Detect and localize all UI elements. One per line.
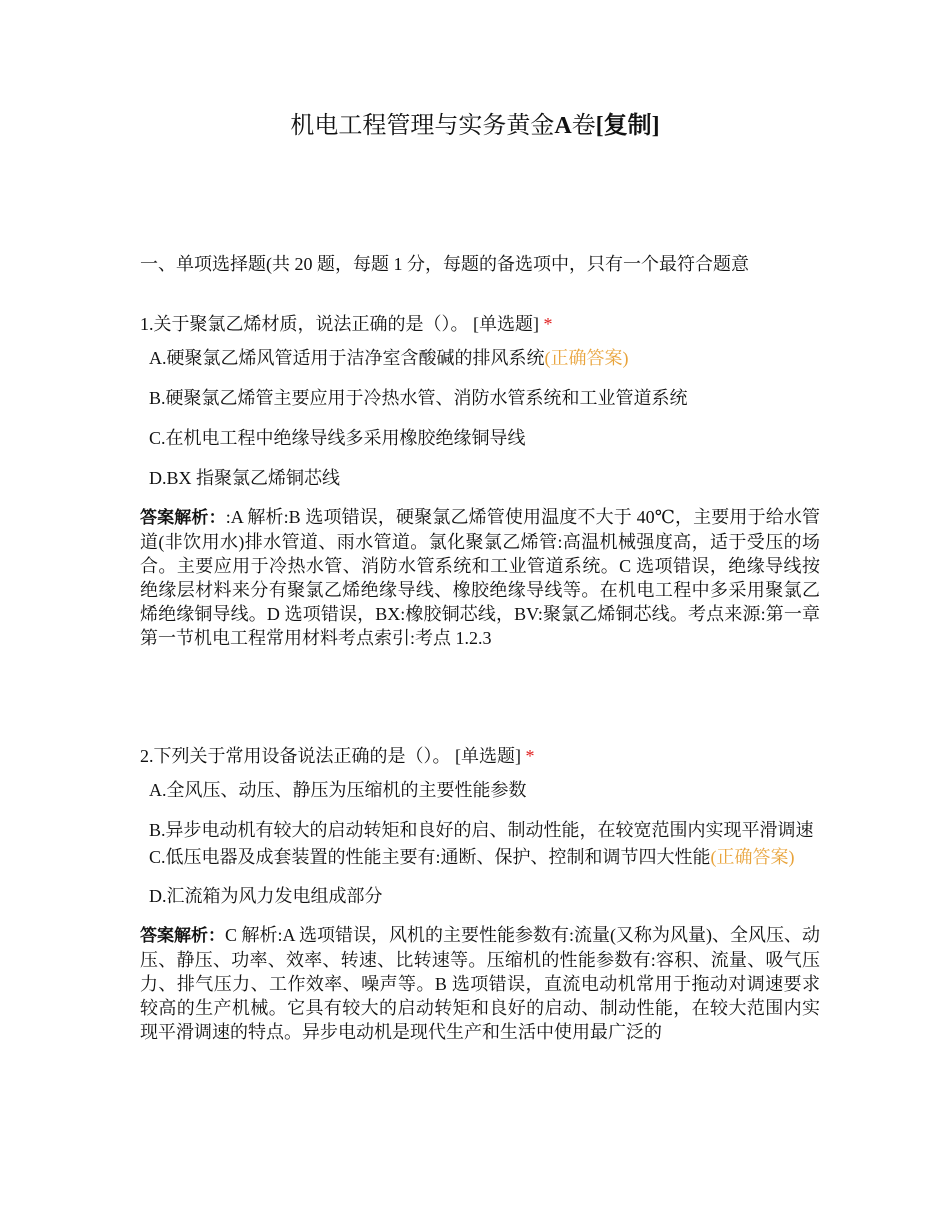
option-b[interactable] [149, 385, 820, 411]
analysis-label: 答案解析： [140, 926, 225, 946]
answer-analysis [140, 923, 820, 1044]
option-text: B.硬聚氯乙烯管主要应用于冷热水管、消防水管系统和工业管道系统 [149, 388, 688, 408]
option-text: D.BX 指聚氯乙烯铜芯线 [149, 468, 341, 488]
question-type-tag: [单选题] [455, 746, 521, 766]
question-stem [140, 311, 820, 337]
required-mark: * [525, 746, 535, 766]
question-2 [140, 743, 820, 1044]
title-bold-letter: A [554, 113, 572, 139]
option-c[interactable] [149, 844, 820, 870]
option-b[interactable] [149, 817, 820, 843]
option-list [140, 345, 820, 491]
title-suffix: [复制] [595, 113, 660, 139]
question-stem [140, 743, 820, 769]
option-text: D.汇流箱为风力发电组成部分 [149, 886, 383, 906]
required-mark: * [543, 314, 553, 334]
option-text: A.硬聚氯乙烯风管适用于洁净室含酸碱的排风系统 [149, 348, 545, 368]
option-text: B.异步电动机有较大的启动转矩和良好的启、制动性能，在较宽范围内实现平滑调速 [149, 820, 814, 840]
question-1 [140, 311, 820, 650]
question-stem-text: 1.关于聚氯乙烯材质，说法正确的是（）。 [140, 314, 469, 334]
correct-answer-tag: (正确答案) [544, 348, 629, 368]
option-a[interactable] [149, 345, 820, 371]
option-d[interactable] [149, 883, 820, 909]
question-stem-text: 2.下列关于常用设备说法正确的是（）。 [140, 746, 451, 766]
title-prefix: 机电工程管理与实务黄金 [290, 113, 555, 139]
option-c[interactable] [149, 425, 820, 451]
title-mid: 卷 [571, 113, 596, 139]
answer-analysis [140, 505, 820, 650]
option-list [140, 777, 820, 909]
correct-answer-tag: (正确答案) [710, 847, 795, 867]
option-text: C.在机电工程中绝缘导线多采用橡胶绝缘铜导线 [149, 428, 526, 448]
analysis-label: 答案解析： [140, 508, 226, 528]
document-title [0, 108, 950, 144]
option-d[interactable] [149, 465, 820, 491]
analysis-text: :A 解析:B 选项错误，硬聚氯乙烯管使用温度不大于 40℃，主要用于给水管道(非饮用水)排水管道、雨水管道。氯化聚氯乙烯管:高温机械强度高，适于受压的场合。主要应用于冷热水管、消防水管系统和工业管道系统。C 选项错误，绝缘导线按绝缘层材料来分有聚氯乙烯绝缘导线、橡胶绝缘导线等。在机电工程中多采用聚氯乙烯绝缘铜导线。D 选项错误，BX:橡胶铜芯线，BV:聚氯乙烯铜芯线。考点来源:第一章第一节机电工程常用材料考点索引:考点 1.2.3 [140, 507, 821, 648]
section-heading: 一、单项选择题(共 20 题，每题 1 分，每题的备选项中，只有一个最符合题意 [140, 254, 749, 274]
option-text: C.低压电器及成套装置的性能主要有:通断、保护、控制和调节四大性能 [149, 847, 711, 867]
option-text: A.全风压、动压、静压为压缩机的主要性能参数 [149, 780, 527, 800]
question-type-tag: [单选题] [473, 314, 539, 334]
analysis-text: C 解析:A 选项错误，风机的主要性能参数有:流量(又称为风量)、全风压、动压、静压、功率、效率、转速、比转速等。压缩机的性能参数有:容积、流量、吸气压力、排气压力、工作效率、噪声等。B 选项错误，直流电动机常用于拖动对调速要求较高的生产机械。它具有较大的启动转矩和良好的启动、制动性能，在较大范围内实现平滑调速的特点。异步电动机是现代生产和生活中使用最广泛的 [140, 925, 820, 1042]
option-a[interactable] [149, 777, 820, 803]
